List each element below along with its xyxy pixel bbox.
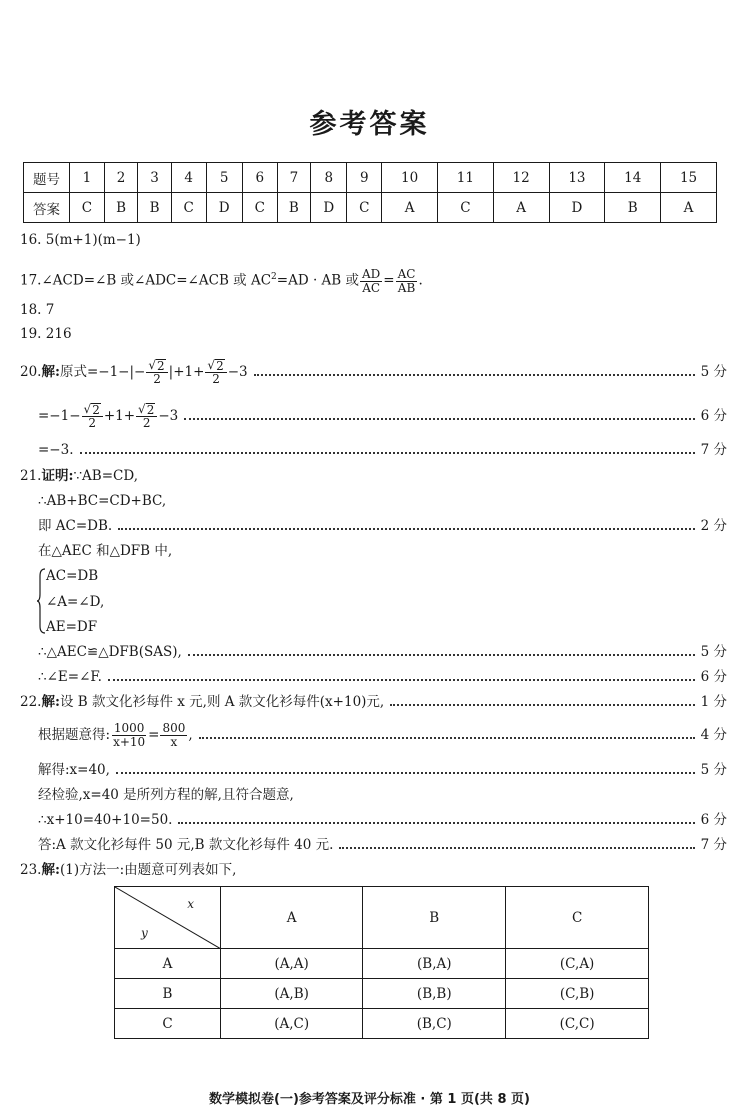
q21-line-2: ∴AB+BC=CD+BC,	[38, 493, 167, 509]
answer-cell: A	[661, 193, 717, 223]
question-number-cell: 2	[104, 163, 138, 193]
q22-number: 22.	[20, 694, 42, 710]
q20-l2-a: =−1−	[38, 408, 81, 424]
outcome-cell: (B,A)	[363, 949, 506, 979]
question-number-cell: 5	[206, 163, 242, 193]
q17-f1-den: AC	[362, 280, 381, 295]
outcome-table-header	[115, 887, 649, 949]
table-row	[115, 949, 649, 979]
q20-line-2	[38, 402, 727, 430]
answer-cell: D	[311, 193, 347, 223]
q17-f2-num: AC	[397, 266, 416, 281]
q22-line-4: 经检验,x=40 是所列方程的解,且符合题意,	[38, 787, 294, 803]
q20-den-c: 2	[88, 415, 96, 430]
answer-cell: C	[70, 193, 105, 223]
q17-sup: 2	[271, 272, 277, 282]
q21-l1: ∵AB=CD,	[73, 468, 139, 484]
q22-l3: 解得:x=40,	[38, 762, 110, 778]
question-number-cell: 10	[382, 163, 438, 193]
leader-dots	[199, 737, 695, 739]
q21-prove: 证明:	[41, 468, 74, 484]
corner-y-label: y	[141, 926, 148, 940]
answer-cell: C	[437, 193, 493, 223]
outcome-row-header: B	[115, 979, 221, 1009]
outcome-cell: (B,C)	[363, 1009, 506, 1039]
q22-line-1	[20, 692, 727, 712]
leader-dots	[118, 528, 694, 530]
q21-cond-3: AE=DF	[46, 619, 98, 635]
row-label-number: 题号	[24, 163, 70, 193]
outcome-col-header: C	[506, 887, 649, 949]
q22-eq: =	[148, 727, 160, 743]
q16-answer: 16. 5(m+1)(m−1)	[20, 232, 141, 248]
q21-cond-1: AC=DB	[46, 568, 99, 584]
q22-line-5	[38, 810, 727, 830]
answer-cell: B	[138, 193, 172, 223]
outcome-cell: (A,A)	[221, 949, 363, 979]
outcome-cell: (C,C)	[506, 1009, 649, 1039]
q20-sqrt-d: 2	[146, 402, 155, 417]
outcome-cell: (A,C)	[221, 1009, 363, 1039]
page-title: 参考答案	[309, 109, 430, 140]
outcome-table	[114, 886, 649, 1039]
q22-frac-1	[111, 722, 147, 749]
question-number-cell: 4	[171, 163, 206, 193]
q23-line-1	[20, 860, 727, 880]
q20-jie: 解:	[41, 364, 60, 380]
q20-sqrt-b: 2	[216, 358, 224, 373]
q20-l2-c: −3	[158, 408, 179, 424]
q20-frac-a: √ 2 2	[146, 359, 167, 386]
outcome-row-header: C	[115, 1009, 221, 1039]
outcome-cell: (C,B)	[506, 979, 649, 1009]
leader-dots	[254, 374, 695, 376]
q23-number: 23.	[20, 862, 42, 878]
q22-f1-num: 1000	[113, 720, 145, 735]
score-mark: 5 分	[700, 762, 727, 778]
outcome-col-header: B	[363, 887, 506, 949]
question-number-cell: 13	[549, 163, 605, 193]
q20-l1-a: 原式=−1−|−	[59, 364, 146, 380]
outcome-cell: (C,A)	[506, 949, 649, 979]
score-mark: 7 分	[700, 442, 727, 458]
q21-line-1	[20, 466, 727, 486]
q22-l1: 设 B 款文化衫每件 x 元,则 A 款文化衫每件(x+10)元,	[59, 694, 385, 710]
q21-cond-2: ∠A=∠D,	[46, 594, 105, 610]
outcome-cell: (B,B)	[363, 979, 506, 1009]
answer-cell: B	[104, 193, 138, 223]
answer-cell: D	[206, 193, 242, 223]
q20-line-3	[38, 440, 727, 460]
leader-dots	[339, 847, 694, 849]
q20-number: 20.	[20, 364, 42, 380]
q22-l5: ∴x+10=40+10=50.	[38, 812, 173, 828]
q22-line-3	[38, 760, 727, 780]
question-number-cell: 15	[661, 163, 717, 193]
q22-jie: 解:	[41, 694, 60, 710]
q21-line-4: 在△AEC 和△DFB 中,	[38, 543, 173, 559]
q17-number: 17.	[20, 272, 42, 289]
q22-f2-den: x	[170, 734, 178, 749]
diagonal-line	[115, 887, 221, 949]
leader-dots	[108, 679, 695, 681]
score-mark: 7 分	[700, 837, 727, 853]
row-label-answer: 答案	[24, 193, 70, 223]
question-number-cell: 9	[347, 163, 382, 193]
q22-l6: 答:A 款文化衫每件 50 元,B 款文化衫每件 40 元.	[38, 837, 334, 853]
q20-sqrt-c: 2	[92, 402, 100, 417]
q17-part2: =AD · AB 或	[276, 272, 359, 289]
q21-line-3	[38, 516, 727, 536]
q20-den-b: 2	[212, 371, 220, 386]
answer-cell: C	[242, 193, 277, 223]
question-number-cell: 8	[311, 163, 347, 193]
q22-f1-den: x+10	[113, 734, 146, 749]
q20-den-a: 2	[153, 371, 161, 386]
answer-cell: C	[171, 193, 206, 223]
score-mark: 5 分	[700, 364, 727, 380]
q20-frac-b: √ 2 2	[205, 359, 226, 386]
q21-number: 21.	[20, 468, 42, 484]
q21-line-5	[38, 642, 727, 662]
question-number-cell: 11	[437, 163, 493, 193]
q17-f1-num: AD	[362, 266, 381, 281]
q21-line-6	[38, 667, 727, 687]
q19-answer: 19. 216	[20, 326, 72, 342]
q21-l5: ∴△AEC≌△DFB(SAS),	[38, 644, 182, 660]
answer-table	[23, 162, 717, 223]
leader-dots	[188, 654, 695, 656]
q18-answer: 18. 7	[20, 302, 55, 318]
answer-cell: D	[549, 193, 605, 223]
q20-sqrt-a: 2	[157, 358, 165, 373]
question-number-cell: 14	[605, 163, 661, 193]
outcome-cell: (A,B)	[221, 979, 363, 1009]
q20-l3: =−3.	[38, 442, 74, 458]
outcome-col-header: A	[221, 887, 363, 949]
answer-cell: A	[382, 193, 438, 223]
q20-l1-b: |+1+	[168, 364, 205, 380]
outcome-row-header: A	[115, 949, 221, 979]
page-footer: 数学模拟卷(一)参考答案及评分标准 · 第 1 页(共 8 页)	[209, 1092, 530, 1107]
corner-x-label: x	[187, 897, 194, 911]
score-mark: 1 分	[700, 694, 727, 710]
score-mark: 6 分	[700, 812, 727, 828]
q20-line-1	[20, 358, 727, 386]
score-mark: 2 分	[700, 518, 727, 534]
q20-frac-d: √ 2 2	[136, 403, 157, 430]
leader-dots	[178, 822, 694, 824]
answer-cell: B	[277, 193, 311, 223]
score-mark: 5 分	[700, 644, 727, 660]
q22-l2-b: ,	[188, 727, 193, 743]
q23-l1: (1)方法一:由题意可列表如下,	[59, 862, 237, 878]
q17-part1: ∠ACD=∠B 或∠ADC=∠ACB 或 AC	[41, 272, 272, 289]
answer-cell: B	[605, 193, 661, 223]
q20-den-d: 2	[142, 415, 151, 430]
q22-frac-2	[160, 722, 187, 749]
leader-dots	[390, 704, 694, 706]
q17-fraction-1	[360, 268, 382, 295]
outcome-table-corner	[115, 887, 221, 949]
answer-cell: C	[347, 193, 382, 223]
question-number-cell: 1	[70, 163, 105, 193]
q17-answer	[20, 262, 727, 296]
q20-l2-b: +1+	[103, 408, 136, 424]
leader-dots	[184, 418, 694, 420]
q17-eq: =	[383, 272, 395, 289]
q23-jie: 解:	[41, 862, 60, 878]
table-row	[115, 979, 649, 1009]
question-number-cell: 12	[493, 163, 549, 193]
q17-f2-den: AB	[397, 280, 416, 295]
leader-dots	[80, 452, 695, 454]
answer-cell: A	[493, 193, 549, 223]
q22-f2-num: 800	[162, 720, 186, 735]
left-brace-icon	[36, 568, 46, 634]
q22-line-6	[38, 835, 727, 855]
q20-frac-c: √ 2 2	[82, 403, 103, 430]
answer-table-number-row	[24, 163, 717, 193]
question-number-cell: 7	[277, 163, 311, 193]
q22-line-2	[38, 720, 727, 750]
q22-l2-a: 根据题意得:	[38, 727, 111, 743]
answer-table-answer-row	[24, 193, 717, 223]
q21-l6: ∴∠E=∠F.	[38, 669, 102, 685]
q20-l1-c: −3	[227, 364, 248, 380]
score-mark: 6 分	[700, 669, 727, 685]
table-row	[115, 1009, 649, 1039]
question-number-cell: 3	[138, 163, 172, 193]
q21-l3: 即 AC=DB.	[38, 518, 113, 534]
q17-end: .	[418, 272, 423, 289]
q17-fraction-2	[396, 268, 418, 295]
question-number-cell: 6	[242, 163, 277, 193]
leader-dots	[116, 772, 695, 774]
score-mark: 4 分	[700, 727, 727, 743]
score-mark: 6 分	[700, 408, 727, 424]
